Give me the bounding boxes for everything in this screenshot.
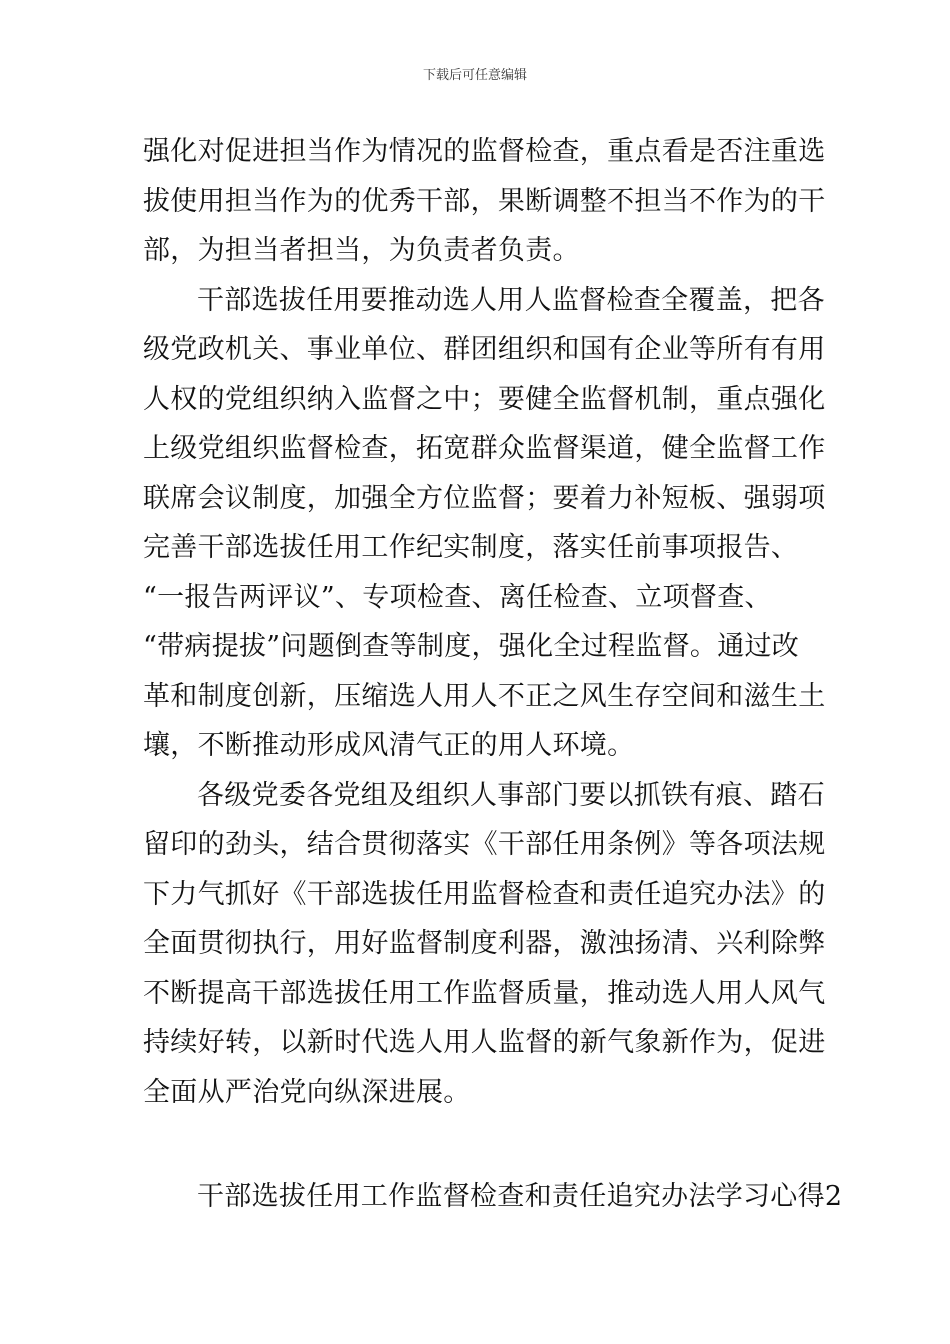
text-line: 持续好转，以新时代选人用人监督的新气象新作为，促进 xyxy=(143,1027,826,1058)
paragraph-1 xyxy=(143,127,826,276)
text-line: 联席会议制度，加强全方位监督；要着力补短板、强弱项 xyxy=(143,482,826,514)
text-line: 留印的劲头，结合贯彻落实《干部任用条例》等各项法规 xyxy=(143,829,826,860)
text-line: “带病提拔”问题倒查等制度，强化全过程监督。通过改 xyxy=(143,631,800,662)
page-header: 下载后可任意编辑 xyxy=(422,68,527,83)
text-line: 不断提高干部选拔任用工作监督质量，推动选人用人风气 xyxy=(143,977,826,1009)
text-line: 完善干部选拔任用工作纪实制度，落实任前事项报告、 xyxy=(143,532,799,563)
document-title: 干部选拔任用工作监督检查和责任追究办法学习心得2 xyxy=(197,1181,843,1212)
text-line: 上级党组织监督检查，拓宽群众监督渠道，健全监督工作 xyxy=(143,433,826,464)
text-line: “一报告两评议”、专项检查、离任检查、立项督查、 xyxy=(143,581,772,613)
text-line: 干部选拔任用要推动选人用人监督检查全覆盖，把各 xyxy=(197,284,825,316)
text-line: 全面从严治党向纵深进展。 xyxy=(143,1076,471,1108)
text-line: 部，为担当者担当，为负责者负责。 xyxy=(143,235,580,266)
document-body xyxy=(143,127,826,1117)
text-line: 全面贯彻执行，用好监督制度利器，激浊扬清、兴利除弊 xyxy=(143,928,826,959)
text-line: 壤，不断推动形成风清气正的用人环境。 xyxy=(143,730,635,761)
paragraph-2 xyxy=(143,276,826,771)
text-line: 各级党委各党组及组织人事部门要以抓铁有痕、踏石 xyxy=(197,779,825,811)
text-line: 强化对促进担当作为情况的监督检查，重点看是否注重选 xyxy=(143,136,826,167)
text-line: 革和制度创新，压缩选人用人不正之风生存空间和滋生土 xyxy=(143,680,826,712)
text-line: 人权的党组织纳入监督之中；要健全监督机制，重点强化 xyxy=(143,383,826,415)
text-line: 级党政机关、事业单位、群团组织和国有企业等所有有用 xyxy=(143,334,826,365)
paragraph-3 xyxy=(143,771,826,1118)
text-line: 拔使用担当作为的优秀干部，果断调整不担当不作为的干 xyxy=(143,185,826,217)
text-line: 下力气抓好《干部选拔任用监督检查和责任追究办法》的 xyxy=(143,878,826,910)
